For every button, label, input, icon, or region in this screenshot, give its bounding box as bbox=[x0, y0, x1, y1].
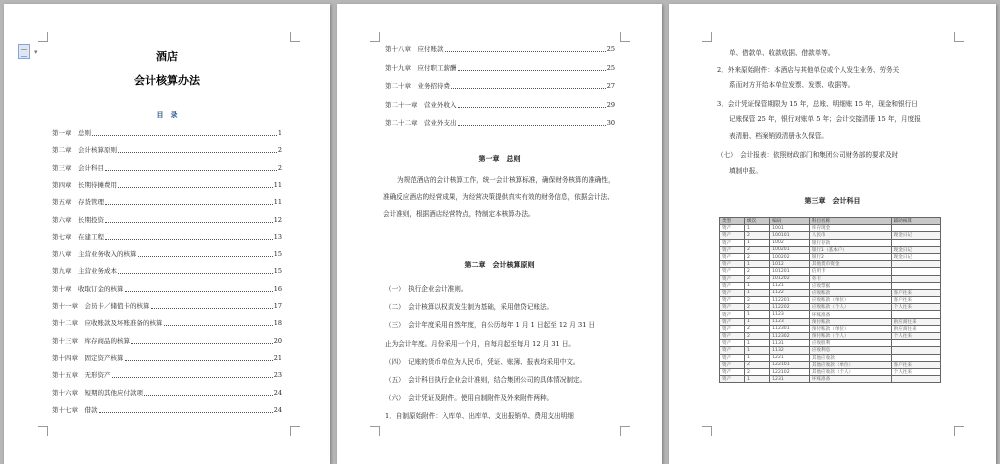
table-cell: 现金日记 bbox=[891, 232, 940, 239]
table-cell: 资产 bbox=[720, 282, 745, 289]
table-cell: 资产 bbox=[720, 275, 745, 282]
document-page-1 bbox=[4, 4, 330, 464]
table-cell: 1 bbox=[745, 376, 770, 383]
margin-mark bbox=[38, 32, 48, 42]
table-cell: 112202 bbox=[770, 304, 810, 311]
toc-entry bbox=[52, 145, 282, 155]
toc-leader bbox=[105, 170, 277, 171]
table-cell: 100202 bbox=[770, 253, 810, 260]
table-cell: 资产 bbox=[720, 232, 745, 239]
margin-mark bbox=[370, 426, 380, 436]
table-cell: 1 bbox=[745, 311, 770, 318]
chevron-down-icon[interactable]: ▾ bbox=[34, 48, 38, 56]
table-cell: 资产 bbox=[720, 304, 745, 311]
chapter-1-heading: 第一章 总则 bbox=[478, 154, 521, 163]
table-header-cell: 类型 bbox=[720, 218, 745, 225]
toc-entry-page: 12 bbox=[273, 215, 282, 224]
table-cell: 资产 bbox=[720, 225, 745, 232]
table-cell: 坏账准备 bbox=[809, 311, 891, 318]
table-cell: 1001 bbox=[770, 225, 810, 232]
table-cell: 供应商往来 bbox=[891, 325, 940, 332]
toc-leader bbox=[118, 273, 273, 274]
toc-entry-label: 第九章 主营业务成本 bbox=[52, 267, 117, 276]
table-cell: 银行1（基本户） bbox=[809, 246, 891, 253]
table-header-cell: 编码 bbox=[770, 218, 810, 225]
text-line: 表清册、档案销毁清册永久保管。 bbox=[729, 132, 828, 140]
toc-entry-page: 25 bbox=[606, 45, 615, 53]
toc-entry bbox=[52, 405, 282, 415]
table-header-cell: 辅助核算 bbox=[891, 218, 940, 225]
table-cell: 资产 bbox=[720, 361, 745, 368]
table-cell: 1122 bbox=[770, 289, 810, 296]
table-cell: 客户往来 bbox=[891, 289, 940, 296]
toc-entry-label: 第一章 总则 bbox=[52, 129, 91, 137]
toc-entry-page: 13 bbox=[273, 232, 282, 241]
table-cell: 1 bbox=[745, 239, 770, 246]
table-cell: 其他应收款（单位） bbox=[809, 361, 891, 368]
table-cell: 1123 bbox=[770, 311, 810, 318]
table-cell: 122101 bbox=[770, 361, 810, 368]
table-cell: 资产 bbox=[720, 268, 745, 275]
toc-leader bbox=[451, 88, 606, 89]
text-line: 记账保管 25 年，银行对账单 5 年；会计交接清册 15 年，月度报 bbox=[729, 115, 921, 123]
margin-mark bbox=[620, 32, 630, 42]
toc-leader bbox=[164, 325, 273, 326]
chapter-1-text: 为规范酒店的会计核算工作，统一会计核算标准，确保财务核算的准确性，准确反应酒店的经营成果，为经营决策提供真实有效的财务信息，依据会计法、会计准则，根据酒店经营特点，特制定本核算办法。 bbox=[383, 176, 615, 218]
table-cell: 112201 bbox=[770, 297, 810, 304]
table-cell: 1 bbox=[745, 225, 770, 232]
table-cell: 应收股利 bbox=[809, 340, 891, 347]
table-cell: 供应商往来 bbox=[891, 318, 940, 325]
table-cell: 资产 bbox=[720, 297, 745, 304]
toc-entry bbox=[52, 163, 282, 173]
toc-leader bbox=[105, 204, 273, 205]
table-cell: 1121 bbox=[770, 282, 810, 289]
table-cell: 1 bbox=[745, 282, 770, 289]
chapter-2-heading: 第二章 会计核算原则 bbox=[464, 260, 535, 269]
table-cell: 112301 bbox=[770, 325, 810, 332]
toc-leader bbox=[458, 70, 606, 71]
table-cell: 应收利息 bbox=[809, 347, 891, 354]
table-cell bbox=[891, 225, 940, 232]
toc-entry bbox=[52, 266, 282, 276]
toc-entry-page: 25 bbox=[606, 63, 615, 72]
table-row bbox=[720, 325, 941, 332]
toc-entry-label: 第二十章 业务招待费 bbox=[385, 82, 450, 90]
chapter-2-item: （四） 记账的货币单位为人民币，凭证、账簿、报表均采用中文。 bbox=[385, 357, 580, 366]
margin-mark bbox=[290, 426, 300, 436]
table-cell bbox=[891, 268, 940, 275]
account-table bbox=[719, 217, 941, 383]
toc-leader bbox=[99, 412, 273, 413]
table-cell: 资产 bbox=[720, 261, 745, 268]
margin-mark bbox=[290, 32, 300, 42]
toc-leader bbox=[118, 152, 277, 153]
table-cell: 现金日记 bbox=[891, 246, 940, 253]
margin-mark bbox=[702, 32, 712, 42]
toc-entry-label: 第二章 会计核算原则 bbox=[52, 146, 117, 155]
table-cell: 1131 bbox=[770, 340, 810, 347]
table-cell: 坏账准备 bbox=[809, 376, 891, 383]
table-cell bbox=[891, 347, 940, 354]
table-row bbox=[720, 368, 941, 375]
toc-entry bbox=[52, 249, 282, 259]
toc-leader bbox=[138, 256, 273, 257]
table-cell: 其他应收款 bbox=[809, 354, 891, 361]
table-row bbox=[720, 318, 941, 325]
toc-leader bbox=[118, 187, 273, 188]
table-cell: 资产 bbox=[720, 368, 745, 375]
table-cell: 资产 bbox=[720, 354, 745, 361]
table-row bbox=[720, 333, 941, 340]
toc-entry bbox=[385, 44, 615, 54]
table-cell bbox=[891, 376, 940, 383]
text-line: 3．会计凭证保管期限为 15 年，总账、明细账 15 年，现金和银行日 bbox=[717, 100, 918, 108]
toc-entry-page: 21 bbox=[273, 353, 282, 362]
table-row bbox=[720, 304, 941, 311]
table-cell: 个人往来 bbox=[891, 304, 940, 311]
table-cell: 库存现金 bbox=[809, 225, 891, 232]
table-cell: 资产 bbox=[720, 253, 745, 260]
table-cell: 应收账款 bbox=[809, 289, 891, 296]
toc-entry-label: 第十七章 借款 bbox=[52, 405, 98, 414]
table-cell: 1 bbox=[745, 261, 770, 268]
table-cell: 个人往来 bbox=[891, 368, 940, 375]
document-page-2 bbox=[337, 4, 662, 464]
toc-entry bbox=[52, 336, 282, 346]
table-cell: 1123 bbox=[770, 318, 810, 325]
toc-entry-label: 第十二章 应收账款及坏账准备的核算 bbox=[52, 319, 163, 328]
table-cell: 1002 bbox=[770, 239, 810, 246]
table-cell bbox=[891, 354, 940, 361]
table-cell: 资产 bbox=[720, 340, 745, 347]
toc-entry-label: 第十四章 固定资产核算 bbox=[52, 353, 124, 362]
table-row bbox=[720, 268, 941, 275]
table-cell: 100201 bbox=[770, 246, 810, 253]
toc-entry bbox=[52, 370, 282, 380]
table-cell: 1221 bbox=[770, 354, 810, 361]
toc-entry-label: 第三章 会计科目 bbox=[52, 163, 104, 172]
toc-leader bbox=[458, 107, 606, 108]
table-cell: 101201 bbox=[770, 268, 810, 275]
table-cell bbox=[891, 282, 940, 289]
document-title: 酒店 bbox=[156, 50, 178, 63]
toc-entry-label: 第十九章 应付职工薪酬 bbox=[385, 63, 457, 72]
table-cell: 2 bbox=[745, 297, 770, 304]
toc-leader bbox=[125, 291, 273, 292]
table-row bbox=[720, 311, 941, 318]
table-header-cell: 级次 bbox=[745, 218, 770, 225]
toc-entry-label: 第十五章 无形资产 bbox=[52, 371, 111, 380]
toc-entry-page: 23 bbox=[273, 371, 282, 380]
table-cell: 银行2 bbox=[809, 253, 891, 260]
table-cell: 外卡 bbox=[809, 275, 891, 282]
table-cell: 1132 bbox=[770, 347, 810, 354]
toc-entry-label: 第二十二章 营业外支出 bbox=[385, 119, 457, 127]
text-line: 2．外来原始附件：本酒店与其他单位或个人发生业务、劳务关 bbox=[717, 66, 900, 74]
table-cell bbox=[891, 311, 940, 318]
toc-leader bbox=[144, 395, 273, 396]
table-row bbox=[720, 253, 941, 260]
table-cell: 资产 bbox=[720, 246, 745, 253]
table-row bbox=[720, 239, 941, 246]
table-cell: 其他货币资金 bbox=[809, 261, 891, 268]
toc-entry bbox=[52, 180, 282, 190]
toc-entry-label: 第二十一章 营业外收入 bbox=[385, 100, 457, 109]
table-cell: 2 bbox=[745, 304, 770, 311]
toc-leader bbox=[105, 239, 273, 240]
toc-entry-label: 第六章 长期投资 bbox=[52, 215, 104, 224]
table-cell: 2 bbox=[745, 246, 770, 253]
table-cell: 资产 bbox=[720, 239, 745, 246]
margin-mark bbox=[702, 426, 712, 436]
chapter-2-item: （二） 会计核算以权责发生制为基础，采用借贷记账法。 bbox=[385, 303, 554, 312]
table-cell: 1 bbox=[745, 347, 770, 354]
table-cell: 银行存款 bbox=[809, 239, 891, 246]
table-header-row bbox=[720, 218, 941, 225]
toc-leader bbox=[105, 222, 273, 223]
table-cell: 信用卡 bbox=[809, 268, 891, 275]
toc-entry-page: 27 bbox=[606, 82, 615, 90]
table-cell bbox=[891, 275, 940, 282]
table-row bbox=[720, 361, 941, 368]
toc-entry bbox=[385, 63, 615, 73]
toc-entry-page: 15 bbox=[273, 267, 282, 276]
table-cell: 2 bbox=[745, 325, 770, 332]
table-row bbox=[720, 354, 941, 361]
table-cell: 1231 bbox=[770, 376, 810, 383]
table-cell: 客户往来 bbox=[891, 361, 940, 368]
table-cell bbox=[891, 239, 940, 246]
chapter-2-item: （六） 会计凭证及附件。使用自制附件及外来附件两种。 bbox=[385, 394, 554, 403]
table-cell: 客户往来 bbox=[891, 297, 940, 304]
table-cell: 2 bbox=[745, 361, 770, 368]
table-cell: 2 bbox=[745, 268, 770, 275]
table-cell: 资产 bbox=[720, 311, 745, 318]
toc-entry-label: 第十八章 应付账款 bbox=[385, 45, 444, 53]
table-row bbox=[720, 340, 941, 347]
margin-mark bbox=[620, 426, 630, 436]
table-cell: 个人往来 bbox=[891, 333, 940, 340]
table-cell: 资产 bbox=[720, 333, 745, 340]
toc-entry-page: 2 bbox=[277, 163, 282, 172]
table-cell: 122102 bbox=[770, 368, 810, 375]
table-cell: 资产 bbox=[720, 325, 745, 332]
toc-entry bbox=[52, 284, 282, 294]
table-cell: 2 bbox=[745, 368, 770, 375]
toc-leader bbox=[458, 125, 606, 126]
table-header-cell: 科目名称 bbox=[809, 218, 891, 225]
table-cell: 2 bbox=[745, 275, 770, 282]
table-row bbox=[720, 347, 941, 354]
table-cell: 现金日记 bbox=[891, 253, 940, 260]
table-cell: 预付账款（单位） bbox=[809, 325, 891, 332]
toc-leader bbox=[445, 51, 606, 52]
document-page-3 bbox=[669, 4, 996, 464]
table-cell: 1012 bbox=[770, 261, 810, 268]
toc-leader bbox=[92, 135, 277, 136]
chapter-2-item: 1．自制原始附件：入库单、出库单、支出报销单、费用支出明细 bbox=[385, 412, 574, 421]
table-cell: 资产 bbox=[720, 347, 745, 354]
toc-leader bbox=[131, 343, 273, 344]
table-row bbox=[720, 232, 941, 239]
toc-entry-page: 1 bbox=[277, 129, 282, 137]
toc-leader bbox=[151, 308, 273, 309]
toc-entry-label: 第十六章 短期的其他应付款项 bbox=[52, 388, 143, 397]
table-cell: 100101 bbox=[770, 232, 810, 239]
table-row bbox=[720, 282, 941, 289]
toc-entry-page: 2 bbox=[277, 146, 282, 155]
toc-entry bbox=[52, 128, 282, 138]
toc-leader bbox=[125, 360, 273, 361]
toc-entry-page: 30 bbox=[606, 119, 615, 127]
chapter-2-item: （一） 执行企业会计准则。 bbox=[385, 285, 468, 293]
table-cell: 其他应收款（个人） bbox=[809, 368, 891, 375]
text-line: （七） 会计报表：依照财政部门和集团公司财务部的要求及时 bbox=[717, 151, 899, 159]
toc-entry-page: 11 bbox=[273, 198, 282, 207]
toc-entry-page: 17 bbox=[273, 302, 282, 310]
table-cell: 112302 bbox=[770, 333, 810, 340]
table-cell: 2 bbox=[745, 253, 770, 260]
table-cell: 1 bbox=[745, 354, 770, 361]
toc-entry-label: 第四章 长期待摊费用 bbox=[52, 180, 117, 189]
document-subtitle: 会计核算办法 bbox=[134, 74, 200, 87]
table-row bbox=[720, 246, 941, 253]
margin-mark bbox=[38, 426, 48, 436]
table-row bbox=[720, 275, 941, 282]
table-row bbox=[720, 261, 941, 268]
toc-entry-label: 第八章 主营业务收入的核算 bbox=[52, 250, 137, 259]
table-cell: 1 bbox=[745, 318, 770, 325]
table-cell: 应收票据 bbox=[809, 282, 891, 289]
table-cell bbox=[891, 340, 940, 347]
table-cell: 资产 bbox=[720, 289, 745, 296]
toc-entry bbox=[52, 301, 282, 311]
toc-entry-label: 第十三章 库存商品的核算 bbox=[52, 336, 130, 345]
table-cell: 101202 bbox=[770, 275, 810, 282]
toc-entry-page: 24 bbox=[273, 388, 282, 397]
toc-entry-label: 第十章 收取订金的核算 bbox=[52, 284, 124, 293]
toc-entry-label: 第五章 存货管理 bbox=[52, 198, 104, 207]
toc-entry-page: 15 bbox=[273, 250, 282, 259]
table-row bbox=[720, 289, 941, 296]
toc-heading: 目 录 bbox=[156, 110, 178, 119]
margin-mark bbox=[370, 32, 380, 42]
table-row bbox=[720, 225, 941, 232]
toc-entry bbox=[385, 100, 615, 110]
text-line: 单、借款单、收款收据、借款单等。 bbox=[729, 49, 835, 57]
table-cell: 2 bbox=[745, 232, 770, 239]
toc-entry bbox=[52, 232, 282, 242]
table-cell: 人民币 bbox=[809, 232, 891, 239]
table-cell: 2 bbox=[745, 333, 770, 340]
margin-mark bbox=[954, 32, 964, 42]
table-cell: 资产 bbox=[720, 376, 745, 383]
table-cell: 应收账款（单位） bbox=[809, 297, 891, 304]
toc-entry-label: 第十一章 会员卡／储值卡的核算 bbox=[52, 302, 150, 310]
toc-entry-page: 29 bbox=[606, 100, 615, 109]
toc-entry-label: 第七章 在建工程 bbox=[52, 232, 104, 241]
chapter-3-heading: 第三章 会计科目 bbox=[804, 196, 861, 205]
toc-entry bbox=[385, 118, 615, 128]
table-cell: 预付账款 bbox=[809, 318, 891, 325]
margin-mark bbox=[954, 426, 964, 436]
table-cell: 预付账款（个人） bbox=[809, 333, 891, 340]
toc-entry-page: 16 bbox=[273, 284, 282, 293]
toc-entry bbox=[385, 81, 615, 91]
table-cell: 资产 bbox=[720, 318, 745, 325]
toc-entry-page: 24 bbox=[273, 405, 282, 414]
table-row bbox=[720, 376, 941, 383]
table-cell: 1 bbox=[745, 340, 770, 347]
toc-entry bbox=[52, 318, 282, 328]
toc-entry bbox=[52, 197, 282, 207]
table-cell bbox=[891, 261, 940, 268]
toc-entry-page: 11 bbox=[273, 180, 282, 189]
toc-entry bbox=[52, 388, 282, 398]
toc-entry-page: 20 bbox=[273, 336, 282, 345]
text-line: 填制申报。 bbox=[729, 167, 762, 175]
table-cell: 应收账款（个人） bbox=[809, 304, 891, 311]
text-line: 系而对方开给本单位发票、发票、收据等。 bbox=[729, 81, 855, 89]
toc-leader bbox=[112, 377, 273, 378]
table-row bbox=[720, 297, 941, 304]
toc-entry bbox=[52, 215, 282, 225]
chapter-2-item: （五） 会计科目执行企业会计准则，结合集团公司的具体情况制定。 bbox=[385, 376, 587, 384]
chapter-2-item: （三） 会计年度采用自然年度，自公历每年 1 月 1 日起至 12 月 31 日 bbox=[385, 321, 596, 330]
toc-entry-page: 18 bbox=[273, 319, 282, 328]
table-cell: 1 bbox=[745, 289, 770, 296]
toc-entry bbox=[52, 353, 282, 363]
chapter-2-item: 止为会计年度。月份采用一个月，自每月起至每月 12 月 31 日。 bbox=[385, 339, 576, 348]
